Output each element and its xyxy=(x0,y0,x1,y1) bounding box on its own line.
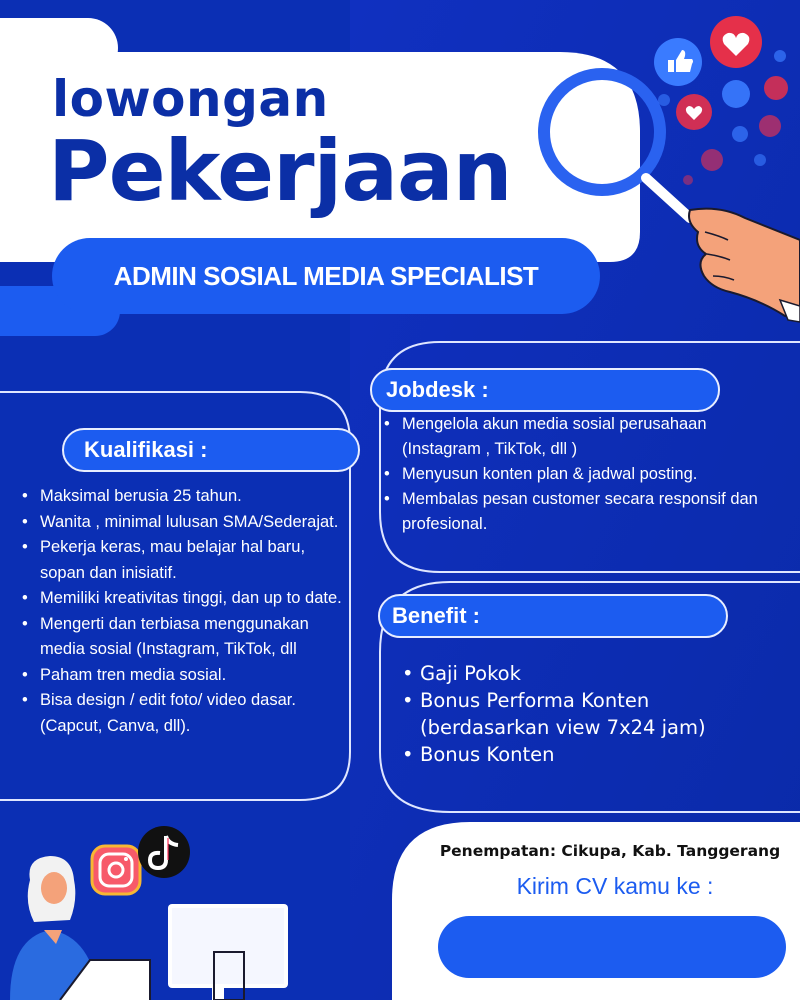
cv-contact-pill xyxy=(438,916,786,978)
kualifikasi-heading: Kualifikasi : xyxy=(84,437,208,462)
list-item: • Membalas pesan customer secara responsif dan profesional. xyxy=(384,487,784,537)
list-item: • Bonus Performa Konten (berdasarkan view 7x24 jam) xyxy=(402,687,762,741)
like-bubble xyxy=(774,50,786,62)
list-item: • Wanita , minimal lulusan SMA/Sederajat. xyxy=(22,510,352,536)
heart-bubble xyxy=(683,175,693,185)
benefit-heading-pill xyxy=(378,594,728,638)
list-item: • Mengerti dan terbiasa menggunakan media sosial (Instagram, TikTok, dll xyxy=(22,612,352,663)
like-bubble xyxy=(754,154,766,166)
benefit-list xyxy=(402,660,762,768)
list-item: • Bonus Konten xyxy=(402,741,762,768)
like-bubble xyxy=(732,126,748,142)
jobdesk-list xyxy=(384,412,784,537)
list-item: • Paham tren media sosial. xyxy=(22,663,352,689)
list-item: • Pekerja keras, mau belajar hal baru, sopan dan inisiatif. xyxy=(22,535,352,586)
list-item: • Menyusun konten plan & jadwal posting. xyxy=(384,462,784,487)
list-item: • Maksimal berusia 25 tahun. xyxy=(22,484,352,510)
heart-bubble xyxy=(759,115,781,137)
benefit-heading: Benefit : xyxy=(392,603,480,628)
jobdesk-heading: Jobdesk : xyxy=(386,377,489,402)
tiktok-icon xyxy=(138,826,190,878)
list-item: • Bisa design / edit foto/ video dasar. (Capcut, Canva, dll). xyxy=(22,688,352,739)
like-bubble xyxy=(722,80,750,108)
like-bubble xyxy=(658,94,670,106)
list-item: • Gaji Pokok xyxy=(402,660,762,687)
position-badge xyxy=(52,238,600,314)
kualifikasi-heading-pill xyxy=(62,428,360,472)
jobdesk-heading-pill xyxy=(370,368,720,412)
heart-icon xyxy=(710,16,762,68)
position-title: ADMIN SOSIAL MEDIA SPECIALIST xyxy=(113,260,539,291)
heart-bubble xyxy=(764,76,788,100)
kualifikasi-list xyxy=(22,484,352,739)
title-small: lowongan xyxy=(52,70,329,128)
list-item: • Memiliki kreativitas tinggi, dan up to date. xyxy=(22,586,352,612)
placement-text: Penempatan: Cikupa, Kab. Tanggerang xyxy=(439,842,781,860)
heart-bubble xyxy=(701,149,723,171)
instagram-icon xyxy=(92,846,140,894)
send-cv-text: Kirim CV kamu ke : xyxy=(516,873,714,899)
list-item: • Mengelola akun media sosial perusahaan (Instagram , TikTok, dll ) xyxy=(384,412,784,462)
like-icon xyxy=(654,38,702,86)
title-large: Pekerjaan xyxy=(48,122,512,220)
